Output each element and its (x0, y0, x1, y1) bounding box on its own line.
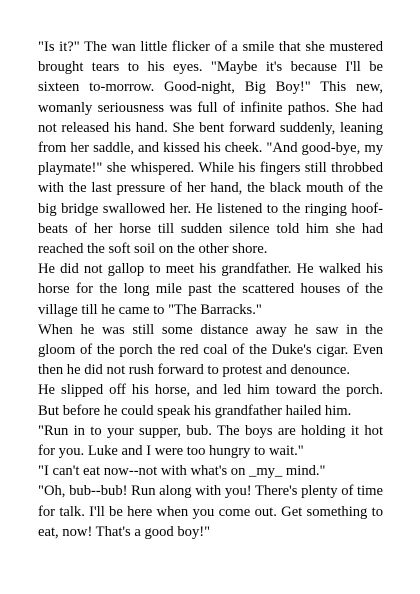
paragraph-6: "I can't eat now--not with what's on _my_ mind." (38, 463, 326, 480)
paragraph-3: When he was still some distance away he saw in the gloom of the porch the red coal of the Duke's cigar. Even then he did not rush forward to protest and denounce. (38, 321, 383, 379)
paragraph-1: "Is it?" The wan little flicker of a smile that she mustered brought tears to his eyes. "Maybe it's because I'll be sixteen to-morrow. Good-night, Big Boy!" This new, womanly seriousness was full of infinite pathos. She had not released his hand. She bent forward suddenly, leaning from her saddle, and kissed his cheek. "And good-bye, my playmate!" she whispered. While his fingers still throbbed with the last pressure of her hand, the black mouth of the big bridge swallowed her. He listened to the ringing hoof-beats of her horse till sudden silence told him she had reached the soft soil on the other shore. (38, 39, 383, 258)
page-body-text (38, 37, 383, 542)
paragraph-4: He slipped off his horse, and led him toward the porch. But before he could speak his grandfather hailed him. (38, 382, 383, 419)
paragraph-7: "Oh, bub--bub! Run along with you! There's plenty of time for talk. I'll be here when you come out. Get something to eat, now! That's a good boy!" (38, 483, 383, 540)
paragraph-2: He did not gallop to meet his grandfather. He walked his horse for the long mile past the scattered houses of the village till he came to "The Barracks." (38, 261, 383, 318)
paragraph-5: "Run in to your supper, bub. The boys are holding it hot for you. Luke and I were too hungry to wait." (38, 422, 383, 460)
